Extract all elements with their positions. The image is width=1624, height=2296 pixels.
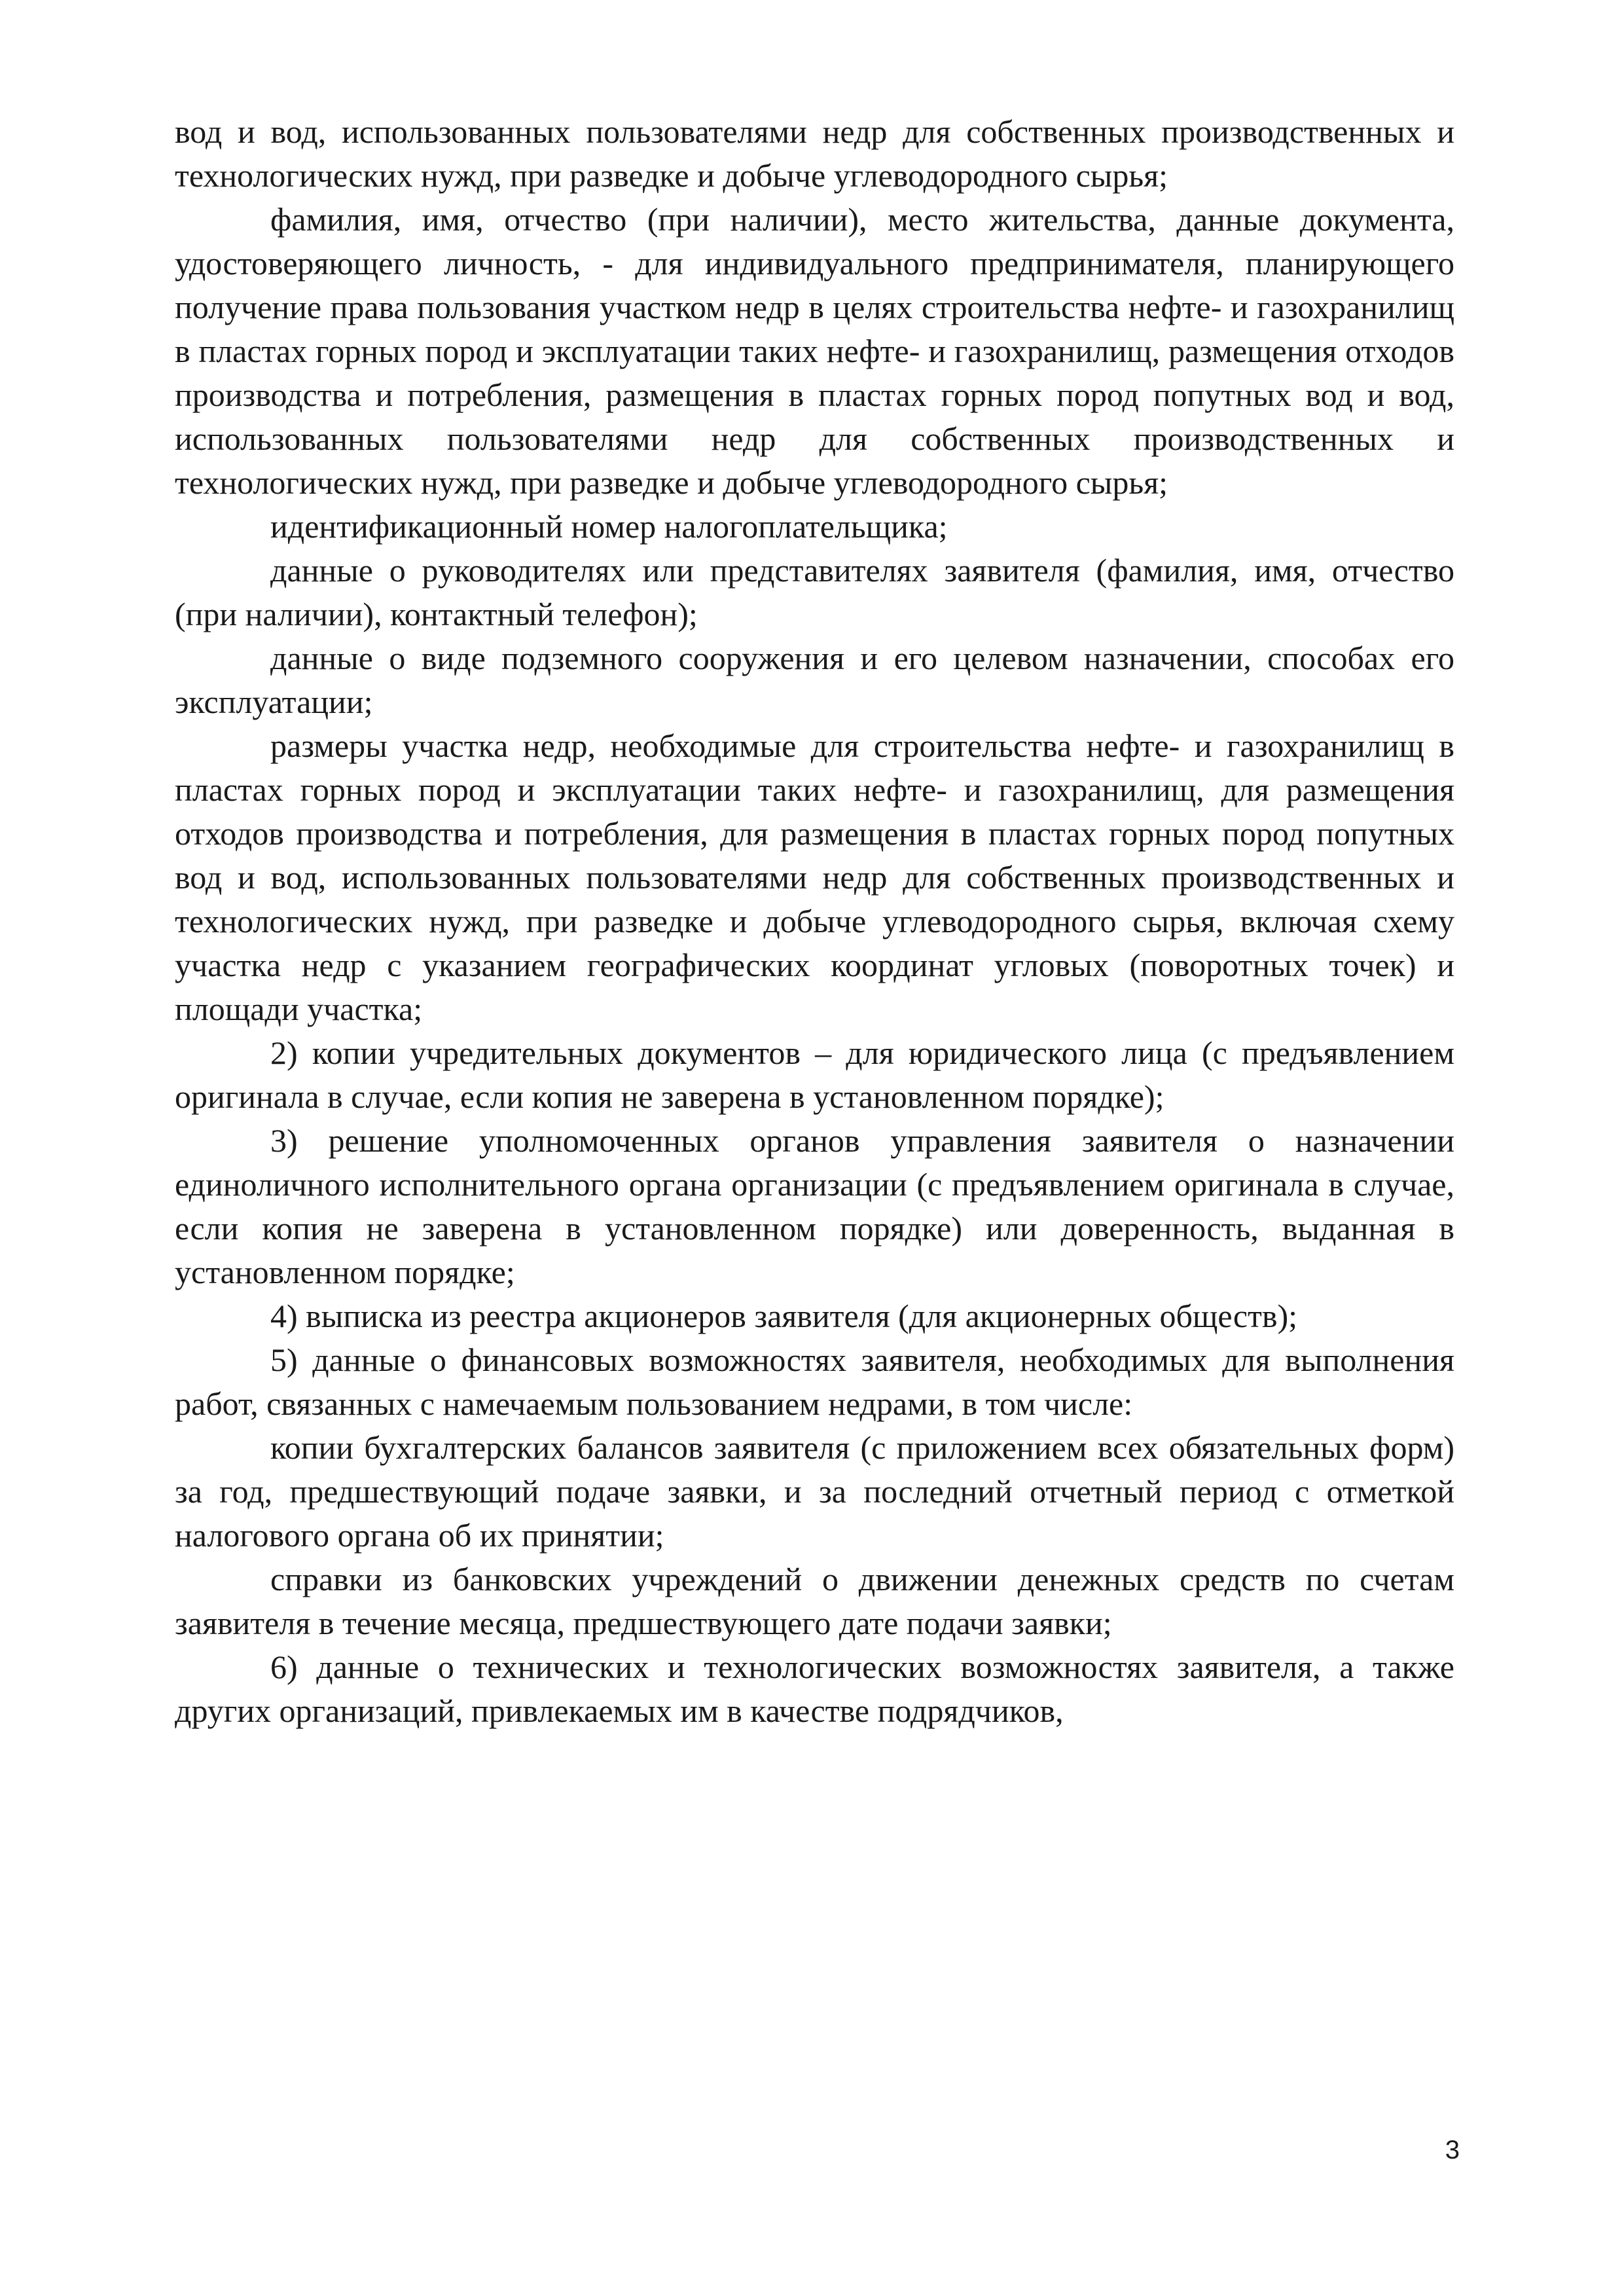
- paragraph-item-4: 4) выписка из реестра акционеров заявителя (для акционерных обществ);: [270, 1298, 1298, 1334]
- paragraph-continuation: вод и вод, использованных пользователями недр для собственных производственных и технологических нужд, при разведке и добыче углеводородного сырья;: [175, 113, 1454, 194]
- paragraph-plot-size: размеры участка недр, необходимые для строительства нефте- и газохранилищ в пластах горных пород и эксплуатации таких нефте- и газохранилищ, для размещения отходов производства и потребления, для размещения в пластах горных пород попутных вод и вод, использованных пользователями недр для собственных производственных и технологических нужд, при разведке и добыче углеводородного сырья, включая схему участка недр с указанием географических координат угловых (поворотных точек) и площади участка;: [175, 727, 1454, 1027]
- paragraph-underground-structure: данные о виде подземного сооружения и его целевом назначении, способах его эксплуатации;: [175, 640, 1454, 720]
- document-body: [175, 110, 1454, 1733]
- paragraph-item-6: 6) данные о технических и технологических возможностях заявителя, а также других организаций, привлекаемых им в качестве подрядчиков,: [175, 1649, 1454, 1729]
- paragraph-item-2: 2) копии учредительных документов – для юридического лица (с предъявлением оригинала в случае, если копия не заверена в установленном порядке);: [175, 1034, 1454, 1115]
- page-number: 3: [1445, 2136, 1460, 2164]
- paragraph-balance-copies: копии бухгалтерских балансов заявителя (с приложением всех обязательных форм) за год, предшествующий подаче заявки, и за последний отчетный период с отметкой налогового органа об их принятии;: [175, 1429, 1454, 1554]
- paragraph-individual-entrepreneur: фамилия, имя, отчество (при наличии), место жительства, данные документа, удостоверяющего личность, - для индивидуального предпринимателя, планирующего получение права пользования участком недр в целях строительства нефте- и газохранилищ в пластах горных пород и эксплуатации таких нефте- и газохранилищ, размещения отходов производства и потребления, размещения в пластах горных пород попутных вод и вод, использованных пользователями недр для собственных производственных и технологических нужд, при разведке и добыче углеводородного сырья;: [175, 201, 1454, 501]
- paragraph-tax-id: идентификационный номер налогоплательщика;: [270, 508, 948, 545]
- paragraph-representatives: данные о руководителях или представителях заявителя (фамилия, имя, отчество (при наличии), контактный телефон);: [175, 552, 1454, 632]
- paragraph-item-3: 3) решение уполномоченных органов управления заявителя о назначении единоличного исполнительного органа организации (с предъявлением оригинала в случае, если копия не заверена в установленном порядке) или доверенность, выданная в установленном порядке;: [175, 1122, 1454, 1290]
- paragraph-bank-statements: справки из банковских учреждений о движении денежных средств по счетам заявителя в течение месяца, предшествующего дате подачи заявки;: [175, 1561, 1454, 1641]
- paragraph-item-5: 5) данные о финансовых возможностях заявителя, необходимых для выполнения работ, связанных с намечаемым пользованием недрами, в том числе:: [175, 1341, 1454, 1422]
